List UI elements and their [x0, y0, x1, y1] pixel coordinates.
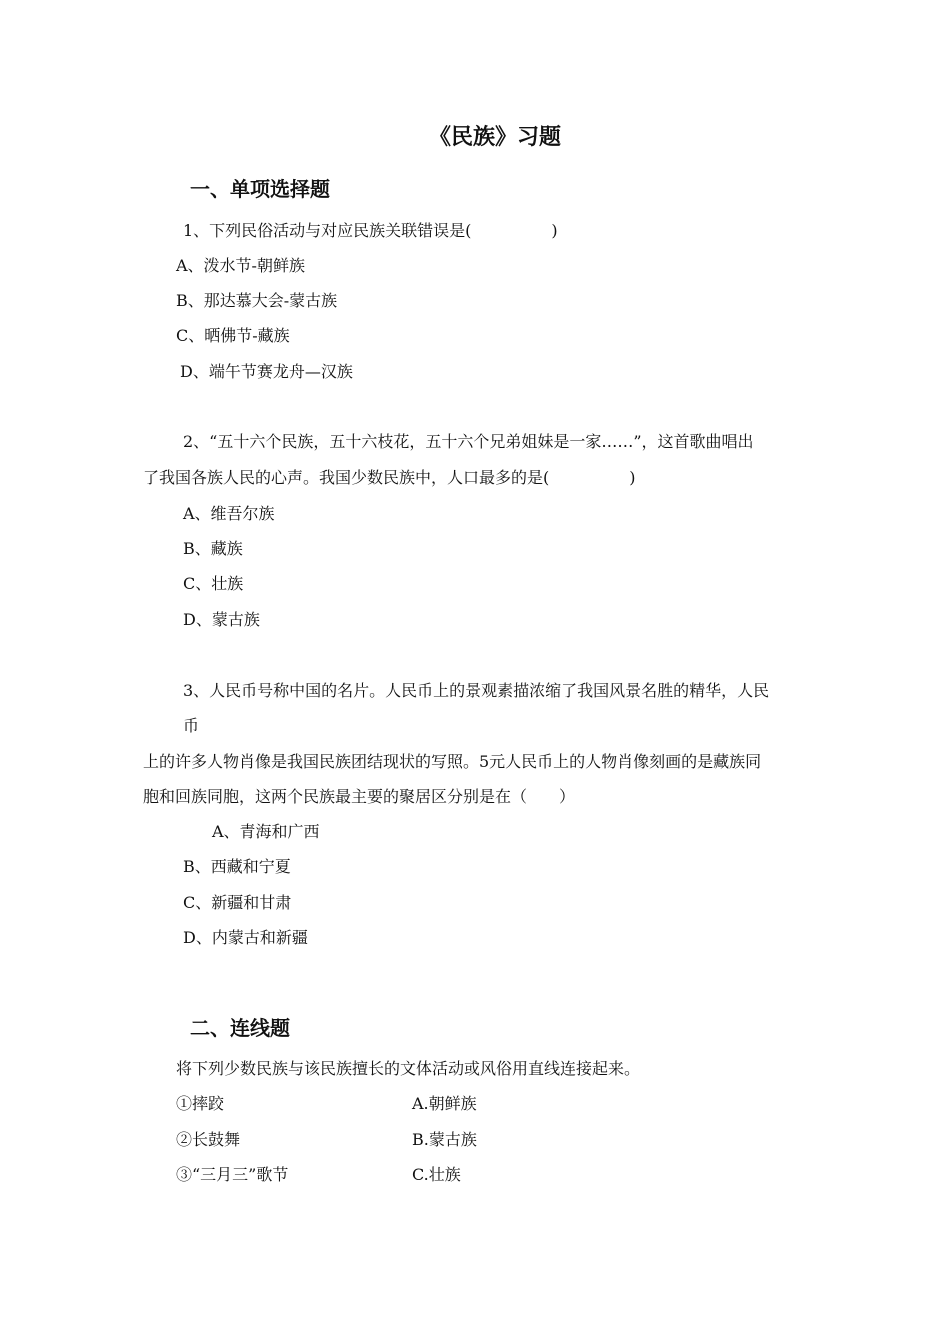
question-1-stem: 1、下列民俗活动与对应民族关联错误是( ) [183, 221, 558, 240]
matching-left-item-3: ③“三月三”歌节 [176, 1165, 289, 1184]
page-title: 《民族》习题 [428, 125, 561, 150]
matching-right-item-c: C.壮族 [412, 1165, 461, 1184]
section-heading-multiple-choice: 一、单项选择题 [190, 177, 330, 201]
question-2-stem-line-1: 2、“五十六个民族，五十六枝花，五十六个兄弟姐妹是一家……”，这首歌曲唱出 [183, 432, 754, 451]
question-3-option-c: C、新疆和甘肃 [183, 893, 292, 912]
question-1-option-a: A、泼水节-朝鲜族 [176, 256, 305, 275]
question-1-option-d: D、端午节赛龙舟—汉族 [180, 362, 353, 381]
matching-instruction: 将下列少数民族与该民族擅长的文体活动或风俗用直线连接起来。 [176, 1059, 641, 1078]
question-2-option-c: C、壮族 [183, 574, 244, 593]
section-heading-matching: 二、连线题 [190, 1016, 290, 1040]
question-1-option-c: C、晒佛节-藏族 [176, 326, 290, 345]
question-2-option-b: B、藏族 [183, 539, 243, 558]
question-3-option-d: D、内蒙古和新疆 [183, 928, 308, 947]
question-2-option-d: D、蒙古族 [183, 610, 260, 629]
matching-left-item-2: ②长鼓舞 [176, 1130, 241, 1149]
question-2-option-a: A、维吾尔族 [183, 504, 275, 523]
question-3-option-a: A、青海和广西 [212, 822, 320, 841]
matching-right-item-a: A.朝鲜族 [412, 1094, 477, 1113]
matching-left-item-1: ①摔跤 [176, 1094, 225, 1113]
question-3-stem-line-3: 上的许多人物肖像是我国民族团结现状的写照。5元人民币上的人物肖像刻画的是藏族同 [143, 752, 762, 771]
matching-right-item-b: B.蒙古族 [412, 1130, 477, 1149]
question-3-stem-line-4: 胞和回族同胞，这两个民族最主要的聚居区分别是在（ ） [143, 787, 576, 806]
question-1-option-b: B、那达慕大会-蒙古族 [176, 291, 338, 310]
question-2-stem-line-2: 了我国各族人民的心声。我国少数民族中，人口最多的是( ) [143, 468, 636, 487]
question-3-stem-line-2: 币 [183, 716, 200, 735]
question-3-stem-line-1: 3、人民币号称中国的名片。人民币上的景观素描浓缩了我国风景名胜的精华，人民 [183, 681, 770, 700]
question-3-option-b: B、西藏和宁夏 [183, 857, 291, 876]
